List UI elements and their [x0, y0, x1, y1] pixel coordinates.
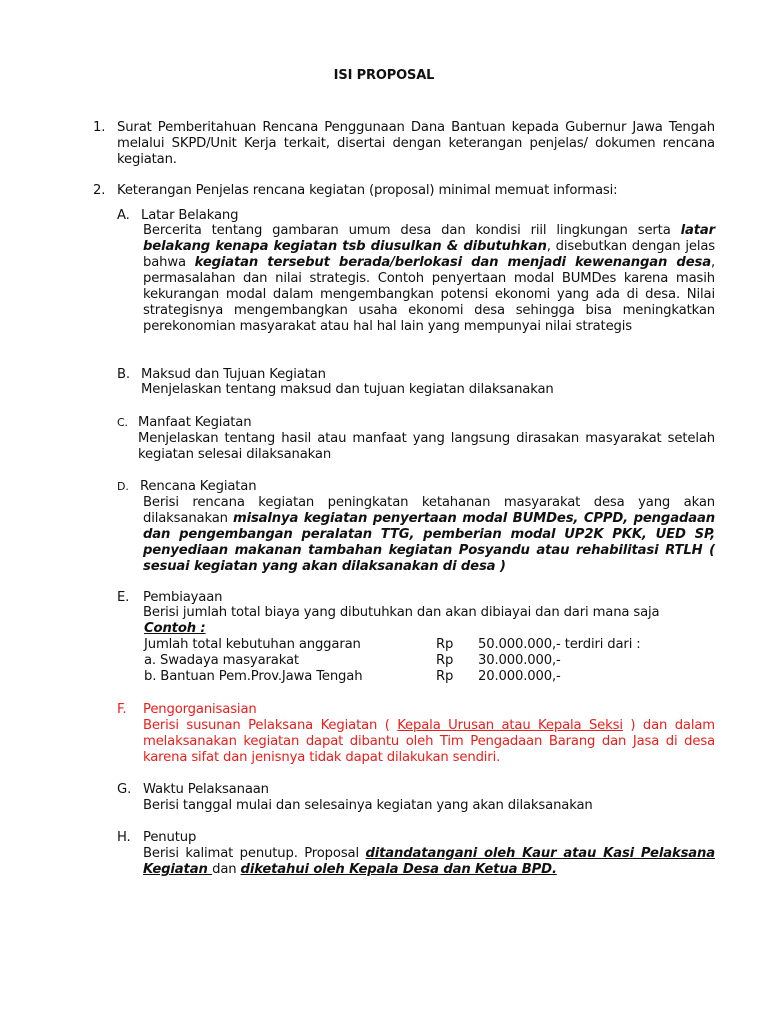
section-f-underlined: Kepala Urusan atau Kepala Seksi [397, 718, 623, 733]
budget-row [144, 637, 704, 653]
section-f-body [143, 718, 715, 766]
section-d-heading: Rencana Kegiatan [140, 479, 257, 494]
budget-label: a. Swadaya masyarakat [144, 653, 299, 668]
item-1-number: 1. [93, 120, 106, 135]
section-d-bold-1: misalnya kegiatan penyertaan modal BUMDes, CPPD, pengadaan dan pengembangan peralatan TTG, pemberian modal UP2K PKK, UED SP, penyediaan makanan tambahan kegiatan Posyandu atau rehabilitasi RTLH ( sesuai kegiatan yang akan dilaksanakan di desa ) [143, 511, 715, 574]
section-f-letter: F. [117, 702, 127, 717]
item-1-text: Surat Pemberitahuan Rencana Penggunaan Dana Bantuan kepada Gubernur Jawa Tengah melalui SKPD/Unit Kerja terkait, disertai dengan keterangan penjelas/ dokumen rencana kegiatan. [117, 120, 715, 167]
section-e-heading: Pembiayaan [143, 590, 223, 605]
section-f-text-1: Berisi susunan Pelaksana Kegiatan ( [143, 718, 398, 733]
section-h-body [143, 846, 715, 878]
section-c-text: Menjelaskan tentang hasil atau manfaat yang langsung dirasakan masyarakat setelah kegiatan selesai dilaksanakan [138, 431, 715, 462]
section-e-contoh: Contoh : [144, 621, 206, 636]
section-a-text-3: , permasalahan dan nilai strategis. Contoh penyertaan modal BUMDes karena masih kekurangan modal dalam mengembangkan potensi ekonomi yang ada di desa. Nilai strategisnya mengembangkan usaha ekonomi desa sehingga bisa meningkatkan perekonomian masyarakat atau hal hal lain yang mempunyai nilai strategis [143, 255, 715, 334]
section-h-letter: H. [117, 830, 131, 845]
budget-amount: 20.000.000,- [478, 669, 561, 684]
section-d-letter: D. [117, 480, 129, 493]
section-a-heading: Latar Belakang [141, 208, 239, 223]
section-a-bold-1: latar belakang kenapa kegiatan tsb diusulkan & dibutuhkan [143, 223, 715, 254]
budget-amount: 50.000.000,- terdiri dari : [478, 637, 641, 652]
budget-row [144, 653, 704, 669]
item-2-text: Keterangan Penjelas rencana kegiatan (proposal) minimal memuat informasi: [117, 183, 618, 198]
section-e-text: Berisi jumlah total biaya yang dibutuhkan dan akan dibiayai dan dari mana saja [143, 605, 660, 620]
page-title: ISI PROPOSAL [333, 68, 435, 83]
section-d-text-1: Berisi rencana kegiatan peningkatan ketahanan masyarakat desa yang akan dilaksanakan [143, 495, 715, 526]
budget-currency: Rp [436, 637, 454, 652]
section-a-letter: A. [117, 208, 130, 223]
section-d-body [143, 495, 715, 575]
section-b-heading: Maksud dan Tujuan Kegiatan [141, 367, 326, 382]
section-f-text-2: ) dan dalam melaksanakan kegiatan dapat dibantu oleh Tim Pengadaan Barang dan Jasa di desa karena sifat dan jenisnya tidak dapat dilakukan sendiri. [143, 718, 715, 765]
budget-currency: Rp [436, 653, 454, 668]
section-a-body [143, 223, 715, 335]
section-a-text-1: Bercerita tentang gambaran umum desa dan kondisi riil lingkungan serta [143, 223, 681, 238]
section-h-heading: Penutup [143, 830, 197, 845]
budget-row [144, 669, 704, 685]
section-h-bold-2: diketahui oleh Kepala Desa dan Ketua BPD. [240, 862, 557, 877]
section-g-heading: Waktu Pelaksanaan [143, 782, 269, 797]
section-h-text-1: Berisi kalimat penutup. Proposal [143, 846, 366, 861]
section-e-letter: E. [117, 590, 130, 605]
budget-label: Jumlah total kebutuhan anggaran [144, 637, 361, 652]
section-h-bold-1: ditandatangani oleh Kaur atau Kasi Pelaksana Kegiatan [143, 846, 716, 877]
section-b-letter: B. [117, 367, 130, 382]
section-c-heading: Manfaat Kegiatan [138, 415, 252, 430]
section-g-text: Berisi tanggal mulai dan selesainya kegiatan yang akan dilaksanakan [143, 798, 593, 813]
section-f-heading: Pengorganisasian [143, 702, 257, 717]
budget-amount: 30.000.000,- [478, 653, 561, 668]
section-c-letter: C. [117, 416, 128, 429]
budget-label: b. Bantuan Pem.Prov.Jawa Tengah [144, 669, 363, 684]
budget-currency: Rp [436, 669, 454, 684]
section-g-letter: G. [117, 782, 132, 797]
section-h-text-2: dan [212, 862, 241, 877]
section-b-text: Menjelaskan tentang maksud dan tujuan kegiatan dilaksanakan [141, 382, 554, 397]
item-2-number: 2. [93, 183, 106, 198]
section-a-text-2: , disebutkan dengan jelas bahwa [143, 239, 715, 270]
section-a-bold-2: kegiatan tersebut berada/berlokasi dan menjadi kewenangan desa [194, 255, 711, 270]
